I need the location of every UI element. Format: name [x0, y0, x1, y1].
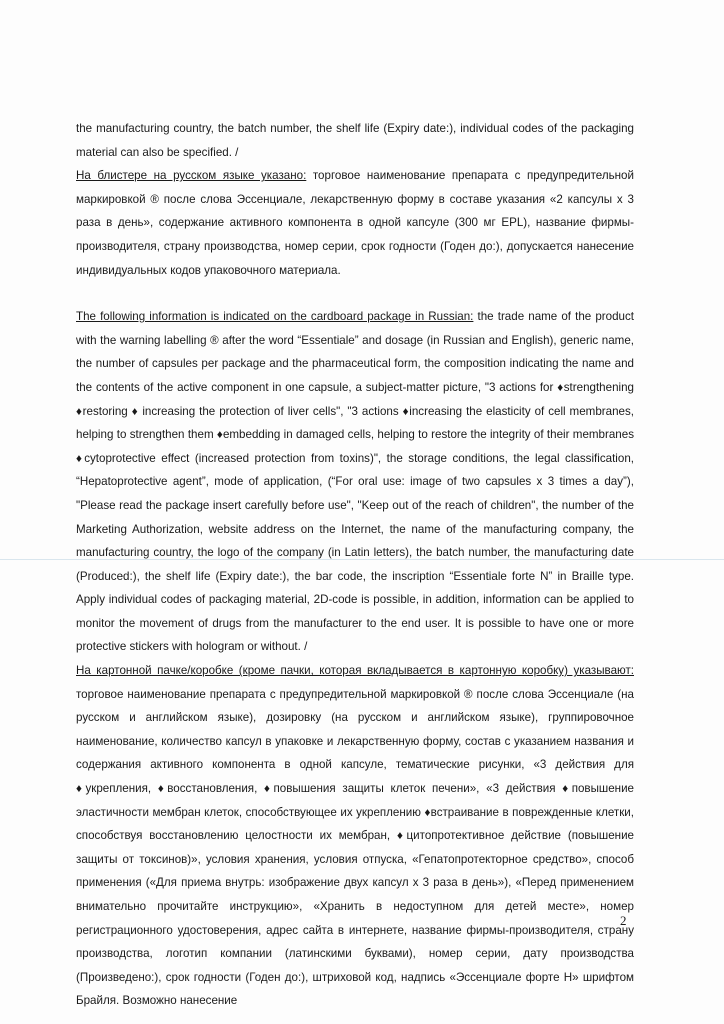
paragraph-heading: На блистере на русском языке указано:: [76, 169, 307, 183]
paragraph-text: the manufacturing country, the batch number, the shelf life (Expiry date:), individual codes of the packaging material can also be specified. /: [76, 122, 634, 159]
page-body: [76, 117, 634, 1013]
paragraph-english-blister-end: [76, 117, 634, 164]
paragraph-russian-cardboard: [76, 659, 634, 1013]
paragraph-text: торговое наименование препарата с предупредительной маркировкой ® после слова Эссенциале, лекарственную форму в составе указания «2 капсулы х 3 раза в день», содержание активного компонента в одной капсуле (300 мг EPL), название фирмы-производителя, страну производства, номер серии, срок годности (Годен до:), допускается нанесение индивидуальных кодов упаковочного материала.: [76, 169, 634, 277]
paragraph-heading: На картонной пачке/коробке (кроме пачки, которая вкладывается в картонную коробку) указывают:: [76, 664, 634, 678]
page-number: 2: [620, 913, 627, 928]
paragraph-text: торговое наименование препарата с предупредительной маркировкой ® после слова Эссенциале (на русском и английском языке), дозировку (на русском и английском языке), группировочное наименование, количество капсул в упаковке и лекарственную форму, состав с указанием названия и содержания активного компонента в одной капсуле, тематические рисунки, «3 действия для ♦укрепления, ♦восстановления, ♦повышения защиты клеток печени», «3 действия ♦повышение эластичности мембран клеток, способствующее их укреплению ♦встраивание в поврежденные клетки, способствуя восстановлению целостности их мембран, ♦цитопротективное действие (повышение защиты от токсинов)», условия хранения, условия отпуска, «Гепатопротекторное средство», способ применения («Для приема внутрь: изображение двух капсул х 3 раза в день»), «Перед применением внимательно прочитайте инструкцию», «Хранить в недоступном для детей месте», номер регистрационного удостоверения, адрес сайта в интернете, название фирмы-производителя, страну производства, логотип компании (латинскими буквами), номер серии, дату производства (Произведено:), срок годности (Годен до:), штриховой код, надпись «Эссенциале форте Н» шрифтом Брайля. Возможно нанесение: [76, 687, 634, 1008]
paragraph-russian-blister: [76, 164, 634, 282]
paragraph-english-cardboard: [76, 305, 634, 659]
paragraph-heading: The following information is indicated on the cardboard package in Russian:: [76, 310, 474, 324]
paragraph-spacer: [76, 282, 634, 305]
paragraph-text: the trade name of the product with the warning labelling ® after the word “Essentiale” and dosage (in Russian and English), generic name, the number of capsules per package and the pharmaceutical form, the composition indicating the name and the contents of the active component in one capsule, a subject-matter picture, "3 actions for ♦strengthening ♦restoring ♦ increasing the protection of liver cells", "3 actions ♦increasing the elasticity of cell membranes, helping to strengthen them ♦embedding in damaged cells, helping to restore the integrity of their membranes ♦cytoprotective effect (increased protection from toxins)", the storage conditions, the legal classification, “Hepatoprotective agent”, mode of application, (“For oral use: image of two capsules x 3 times a day”), "Please read the package insert carefully before use", "Keep out of the reach of children", the number of the Marketing Authorization, website address on the Internet, the name of the manufacturing company, the manufacturing country, the logo of the company (in Latin letters), the batch number, the manufacturing date (Produced:), the shelf life (Expiry date:), the bar code, the inscription “Essentiale forte N” in Braille type. Apply individual codes of packaging material, 2D-code is possible, in addition, information can be applied to monitor the movement of drugs from the manufacturer to the end user. It is possible to have one or more protective stickers with hologram or without. /: [76, 310, 635, 654]
